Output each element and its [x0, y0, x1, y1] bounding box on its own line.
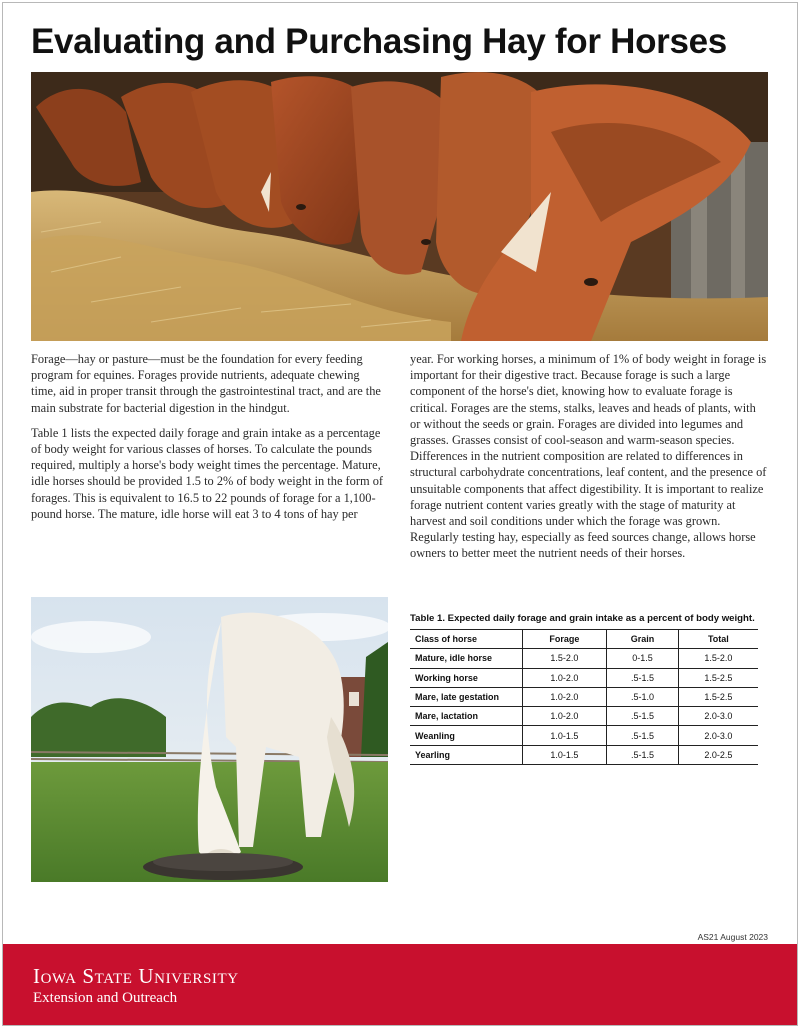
table-cell: .5-1.5 — [607, 707, 678, 726]
table-cell: Mature, idle horse — [410, 649, 522, 668]
body-column-right — [410, 351, 767, 571]
photo-white-horse-grazing — [31, 597, 388, 882]
publication-code: AS21 August 2023 — [697, 932, 768, 942]
table-caption: Table 1. Expected daily forage and grain intake as a percent of body weight. — [410, 613, 755, 624]
table-cell: Weanling — [410, 726, 522, 745]
table-cell: Yearling — [410, 745, 522, 764]
hero-photo-horses-eating-hay — [31, 72, 768, 341]
table-cell: 2.0-3.0 — [678, 707, 758, 726]
column-header: Grain — [607, 630, 678, 649]
table-cell: 1.5-2.0 — [678, 649, 758, 668]
column-header: Forage — [522, 630, 607, 649]
table-row — [410, 726, 758, 745]
table-cell: .5-1.5 — [607, 726, 678, 745]
university-wordmark: Iowa State University — [33, 964, 239, 988]
table-cell: 1.0-2.0 — [522, 687, 607, 706]
table-cell: 1.0-2.0 — [522, 707, 607, 726]
table-cell: 0-1.5 — [607, 649, 678, 668]
body-column-left — [31, 351, 384, 531]
table-cell: 1.5-2.5 — [678, 687, 758, 706]
paragraph: Table 1 lists the expected daily forage and grain intake as a percentage of body weight for various classes of horses. To calculate the pounds required, multiply a horse's body weight times the percentage. Mature, idle horses should be provided 1.5 to 2% of body weight in the form of forages. This is equivalent to 16.5 to 22 pounds of forage for a 1,100-pound horse. The mature, idle horse will eat 3 to 4 tons of hay per — [31, 425, 384, 521]
extension-unit-name: Extension and Outreach — [33, 990, 178, 1006]
table-cell: 1.0-1.5 — [522, 726, 607, 745]
column-header: Class of horse — [410, 630, 522, 649]
table-cell: 1.5-2.5 — [678, 668, 758, 687]
table-cell: .5-1.0 — [607, 687, 678, 706]
table-cell: Working horse — [410, 668, 522, 687]
paragraph: Forage—hay or pasture—must be the foundation for every feeding program for equines. Forages provide nutrients, adequate chewing time, aid in proper transit through the gastrointestinal tract, and are the main substrate for bacterial digestion in the hindgut. — [31, 352, 381, 415]
intake-table — [410, 629, 758, 765]
table-cell: Mare, late gestation — [410, 687, 522, 706]
table-cell: 2.0-2.5 — [678, 745, 758, 764]
table-header-row — [410, 630, 758, 649]
table-row — [410, 707, 758, 726]
table-cell: 1.0-2.0 — [522, 668, 607, 687]
table-row — [410, 668, 758, 687]
paragraph: year. For working horses, a minimum of 1% of body weight in forage is important for their digestive tract. Because forage is such a large component of the horse's diet, knowing how to evaluate forage is critical. Forages are the stems, stalks, leaves and heads of plants, with or without the seeds or grain. Forages are divided into legumes and grasses. Grasses consist of cool-season and warm-season species. Differences in the nutrient composition are related to differences in structural carbohydrate concentrations, leaf content, and the presence of unsuitable components that affect digestibility. It is important to realize forage nutrient content varies greatly with the stage of maturity at harvest and soil conditions under which the forage was grown. Regularly testing hay, especially as feed sources change, allows horse owners to better meet the nutrient needs of their horses. — [410, 352, 767, 561]
table-cell: 1.0-1.5 — [522, 745, 607, 764]
page-title: Evaluating and Purchasing Hay for Horses — [31, 22, 727, 61]
table-row — [410, 745, 758, 764]
table-row — [410, 649, 758, 668]
column-header: Total — [678, 630, 758, 649]
table-cell: Mare, lactation — [410, 707, 522, 726]
table-cell: 1.5-2.0 — [522, 649, 607, 668]
table-cell: .5-1.5 — [607, 668, 678, 687]
footer-banner — [3, 944, 797, 1025]
table-cell: .5-1.5 — [607, 745, 678, 764]
table-row — [410, 687, 758, 706]
table-cell: 2.0-3.0 — [678, 726, 758, 745]
